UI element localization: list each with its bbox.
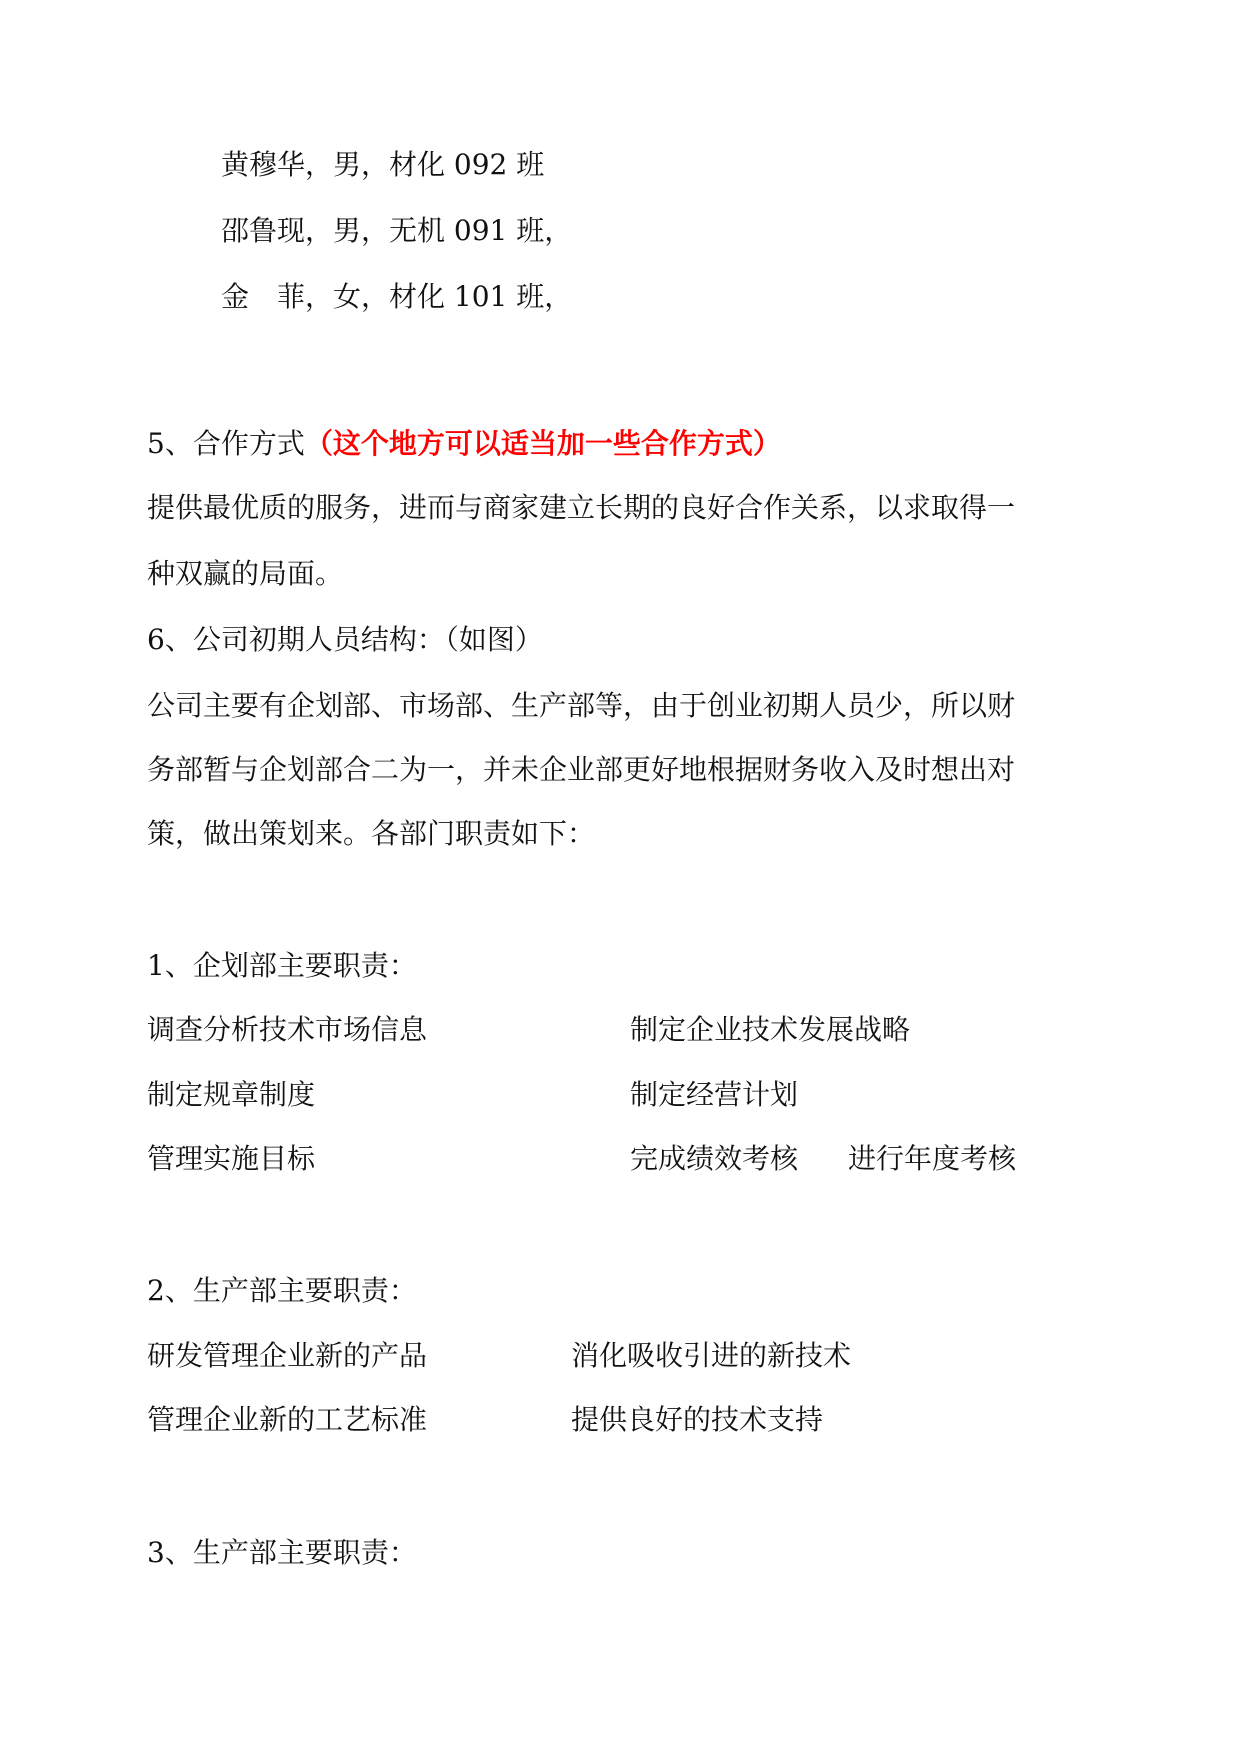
member-line: 黄穆华，男，材化 092 班 [221, 148, 545, 181]
duty-item: 调查分析技术市场信息 [147, 1013, 428, 1046]
section-6-heading: 6、公司初期人员结构：（如图） [147, 623, 543, 656]
duty-item: 管理实施目标 [147, 1142, 316, 1175]
section-5-paragraph: 种双赢的局面。 [147, 557, 344, 590]
duty-item: 研发管理企业新的产品 [147, 1339, 428, 1372]
dept-3-heading: 3、生产部主要职责： [147, 1536, 417, 1569]
section-6-paragraph: 公司主要有企划部、市场部、生产部等，由于创业初期人员少，所以财 [147, 689, 1016, 722]
member-line: 邵鲁现，男，无机 091 班， [221, 214, 573, 247]
duty-item: 制定经营计划 [630, 1078, 799, 1111]
section-5-heading-line [147, 426, 781, 462]
section-5-heading: 5、合作方式 [147, 427, 305, 460]
section-6-paragraph: 策，做出策划来。各部门职责如下： [147, 817, 596, 850]
duty-item: 完成绩效考核 [630, 1142, 799, 1175]
duty-item: 消化吸收引进的新技术 [571, 1339, 852, 1372]
duty-item: 制定企业技术发展战略 [630, 1013, 911, 1046]
dept-1-heading: 1、企划部主要职责： [147, 949, 417, 982]
section-5-note: （这个地方可以适当加一些合作方式） [304, 427, 781, 460]
section-5-paragraph: 提供最优质的服务，进而与商家建立长期的良好合作关系，以求取得一 [147, 491, 1016, 524]
duty-item: 管理企业新的工艺标准 [147, 1403, 428, 1436]
member-line: 金 菲，女，材化 101 班， [221, 280, 573, 313]
duty-item: 进行年度考核 [848, 1142, 1017, 1175]
section-6-paragraph: 务部暂与企划部合二为一，并未企业部更好地根据财务收入及时想出对 [147, 753, 1016, 786]
dept-2-heading: 2、生产部主要职责： [147, 1274, 417, 1307]
duty-item: 提供良好的技术支持 [571, 1403, 824, 1436]
duty-item: 制定规章制度 [147, 1078, 316, 1111]
